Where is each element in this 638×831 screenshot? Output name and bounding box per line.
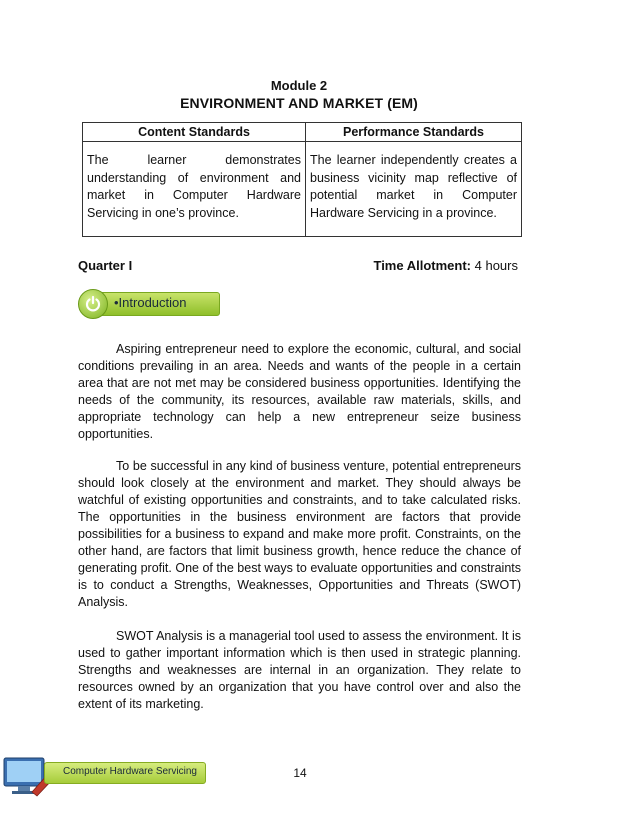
quarter-label: Quarter I [78,258,133,273]
module-title: ENVIRONMENT AND MARKET (EM) [180,95,418,111]
page-number: 14 [293,766,307,780]
paragraph-3: SWOT Analysis is a managerial tool used to assess the environment. It is used to gather important information which is then used in strategic planning. Strengths and weaknesses are internal in an organization. They relate to resources owned by an organization that you have control over and also the extent of its marketing. [78,629,521,711]
introduction-banner [78,289,220,317]
content-standards-cell: The learner demonstrates understanding of environment and market in Computer Hardware Servicing in one’s province. [83,142,306,237]
performance-standards-cell: The learner independently creates a business vicinity map reflective of potential market in Computer Hardware Servicing in a province. [306,142,522,237]
content-standards-header: Content Standards [83,123,306,142]
time-allotment-label: Time Allotment: [373,258,471,273]
introduction-label: •Introduction [114,295,187,310]
paragraph-2: To be successful in any kind of business venture, potential entrepreneurs should look closely at the environment and market. They should always be watchful of existing opportunities and constraints, and to take calculated risks. The opportunities in the business environment are factors that provide possibilities for a business to expand and make more profit. Constraints, on the other hand, are factors that limit business growth, hence reduce the chance of generating profit. One of the best ways to evaluate opportunities and constraints is to conduct a Strengths, Weaknesses, Opportunities and Threats (SWOT) Analysis. [78,459,521,609]
power-icon [78,289,108,319]
module-number: Module 2 [270,78,328,93]
standards-table [82,122,522,237]
footer-banner [44,762,206,784]
footer-label: Computer Hardware Servicing [63,766,197,777]
time-allotment [373,258,518,273]
performance-standards-header: Performance Standards [306,123,522,142]
paragraph-1: Aspiring entrepreneur need to explore the economic, cultural, and social conditions prevailing in an area. Needs and wants of the people in a certain area that are not met may be considered business opportunities. Identifying the needs of the community, its resources, available raw materials, skills, and appropriate technology can help a new entrepreneur seize business opportunities. [78,342,521,441]
time-allotment-value: 4 hours [474,258,518,273]
